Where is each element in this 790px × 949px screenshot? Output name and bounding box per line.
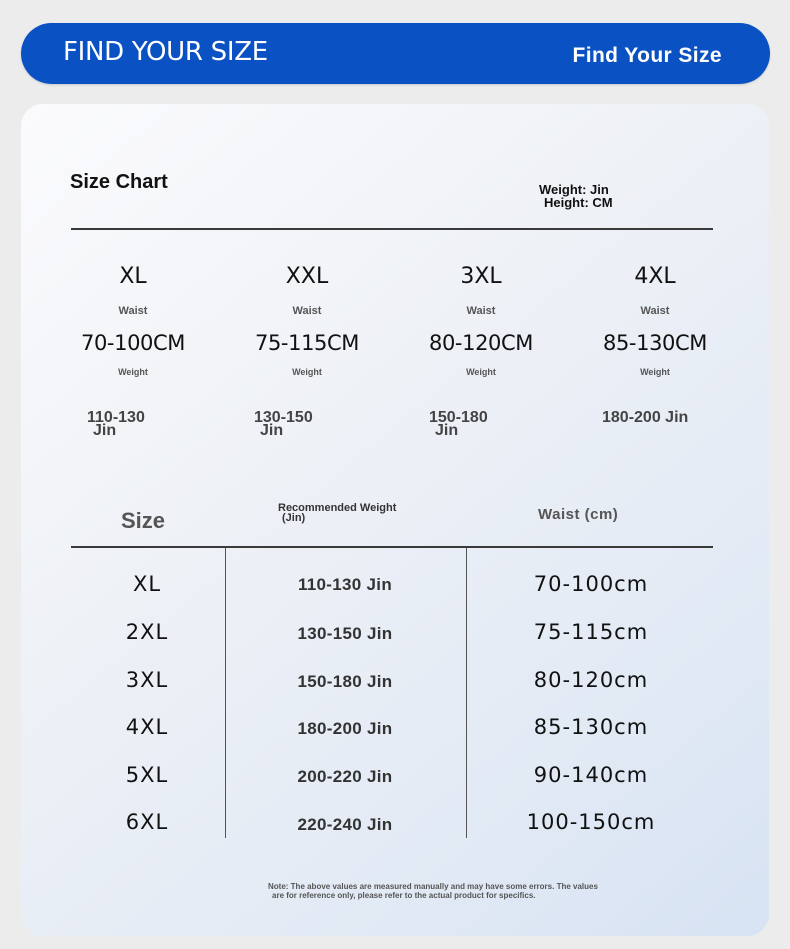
waist-label: Waist — [640, 305, 670, 317]
units-legend — [539, 183, 613, 209]
weight-label: Weight — [292, 367, 322, 377]
table-header-waist: Waist (cm) — [538, 506, 619, 523]
size-column-xl — [48, 264, 218, 377]
weight-label: Weight — [118, 367, 148, 377]
header-banner — [21, 23, 770, 84]
row-weight: 110-130 Jin — [297, 575, 393, 594]
size-label: XXL — [285, 264, 329, 289]
footnote-line1: Note: The above values are measured manually and may have some errors. The values — [268, 882, 598, 891]
row-size: XL — [132, 572, 162, 596]
footnote-line2: are for reference only, please refer to the actual product for specifics. — [272, 891, 536, 900]
row-waist: 70-100cm — [533, 572, 649, 596]
waist-label: Waist — [118, 305, 148, 317]
weight-unit: Jin — [93, 422, 117, 439]
row-waist: 90-140cm — [533, 763, 649, 787]
banner-title: FIND YOUR SIZE — [63, 37, 268, 67]
weight-range: 150-180 — [429, 409, 488, 426]
row-weight: 130-150 Jin — [297, 624, 393, 643]
size-chart-title: Size Chart — [70, 171, 168, 193]
size-label: XL — [119, 264, 147, 289]
row-weight: 150-180 Jin — [297, 672, 393, 691]
table-header-weight — [278, 503, 396, 523]
column-divider-left — [225, 548, 226, 838]
weight-value-4xl — [602, 411, 688, 424]
row-waist: 85-130cm — [533, 715, 649, 739]
size-label: 3XL — [460, 264, 502, 289]
table-header-divider — [71, 546, 713, 548]
row-size: 4XL — [125, 715, 169, 739]
weight-range: 130-150 — [254, 409, 313, 426]
row-size: 2XL — [125, 620, 169, 644]
weight-unit: Jin — [435, 422, 459, 439]
row-size: 3XL — [125, 668, 169, 692]
row-weight: 200-220 Jin — [297, 767, 393, 786]
units-weight: Weight: Jin — [539, 182, 609, 197]
divider-top — [71, 228, 713, 230]
waist-value: 85-130CM — [603, 331, 707, 355]
row-waist: 75-115cm — [533, 620, 649, 644]
waist-value: 75-115CM — [255, 331, 359, 355]
row-weight: 180-200 Jin — [297, 719, 393, 738]
column-divider-right — [466, 548, 467, 838]
table-header-size: Size — [121, 508, 166, 533]
waist-value: 80-120CM — [429, 331, 533, 355]
banner-subtitle: Find Your Size — [572, 44, 722, 67]
weight-range: 110-130 — [87, 409, 145, 426]
footnote — [268, 882, 668, 900]
size-column-xxl — [222, 264, 392, 377]
weight-unit: Jin — [260, 422, 284, 439]
row-size: 6XL — [125, 810, 169, 834]
size-label: 4XL — [634, 264, 676, 289]
size-column-4xl — [570, 264, 740, 377]
waist-value: 70-100CM — [81, 331, 185, 355]
waist-label: Waist — [292, 305, 322, 317]
weight-value-xxl — [254, 411, 313, 437]
row-waist: 80-120cm — [533, 668, 649, 692]
weight-value-xl — [87, 411, 145, 437]
header-weight-line1: Recommended Weight — [278, 502, 397, 514]
waist-label: Waist — [466, 305, 496, 317]
weight-label: Weight — [640, 367, 670, 377]
size-column-3xl — [396, 264, 566, 377]
size-chart-card — [21, 104, 769, 936]
weight-value-3xl — [429, 411, 488, 437]
header-weight-line2: (Jin) — [282, 512, 306, 524]
units-height: Height: CM — [544, 195, 613, 210]
row-weight: 220-240 Jin — [297, 815, 393, 834]
row-waist: 100-150cm — [526, 810, 656, 834]
row-size: 5XL — [125, 763, 169, 787]
weight-range: 180-200 Jin — [602, 409, 689, 426]
weight-label: Weight — [466, 367, 496, 377]
